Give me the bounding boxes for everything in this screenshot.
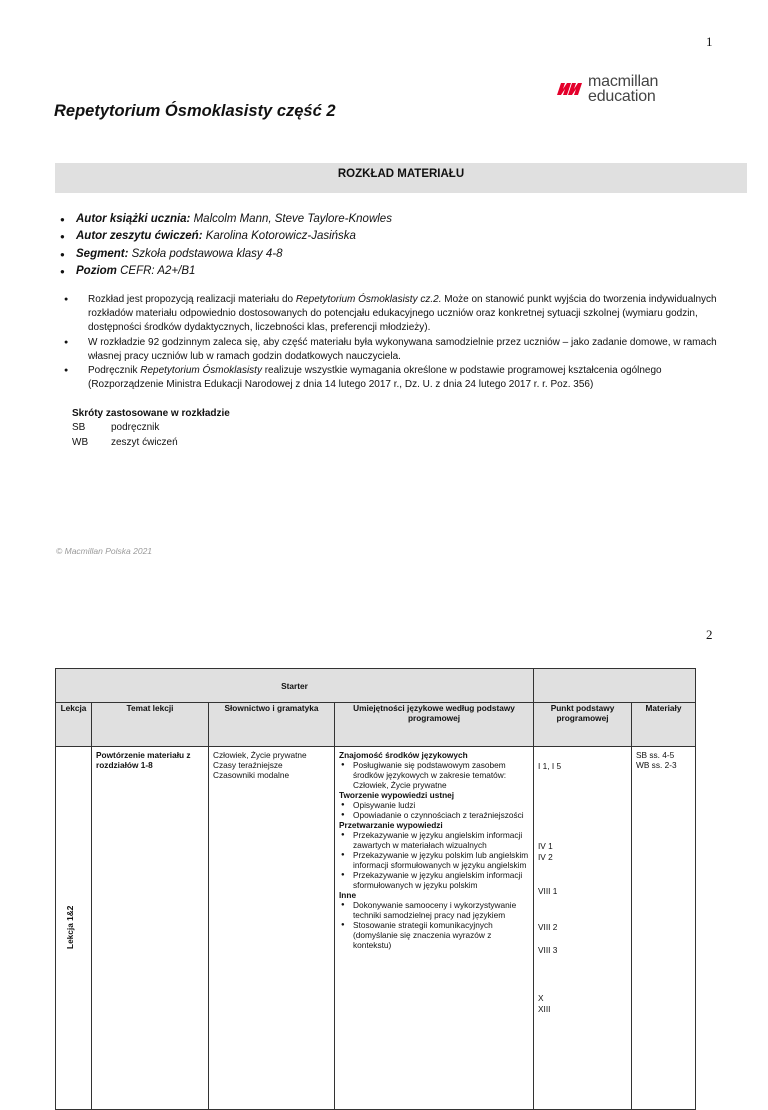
column-header: Materiały [632, 703, 696, 747]
point-label: IV 2 [538, 852, 553, 862]
info-item: ● Autor książki ucznia: Malcolm Mann, Steve Taylore-Knowles [58, 211, 718, 228]
lesson-cell [56, 747, 92, 1110]
column-header: Temat lekcji [92, 703, 209, 747]
note-item: ● Podręcznik Repetytorium Ósmoklasisty realizuje wszystkie wymagania określone w podstawie programowej kształcenia ogólnego (Rozporządzenie Ministra Edukacji Narodowej z dnia 14 lutego 2017 r., Dz. U. z dnia 24 lutego 2017 r. r. Poz. 356) [58, 364, 718, 392]
abbreviations-heading: Skróty zastosowane w rozkładzie [72, 408, 230, 419]
point-label: IV 1 [538, 841, 553, 851]
page-number: 1 [706, 34, 713, 49]
macmillan-logo [556, 71, 676, 111]
points-cell [534, 747, 632, 1110]
abbreviation-row: SB podręcznik [72, 422, 160, 433]
column-header: Umiejętności językowe według podstawy programowej [335, 703, 534, 747]
point-label: VIII 2 [538, 922, 558, 932]
notes-list [58, 293, 718, 392]
point-label: VIII 1 [538, 886, 558, 896]
copyright: © Macmillan Polska 2021 [56, 546, 153, 556]
document-title: Repetytorium Ósmoklasisty część 2 [54, 102, 336, 120]
info-item: ● Segment: Szkoła podstawowa klasy 4-8 [58, 246, 718, 263]
table-section-header: Starter [56, 669, 534, 703]
topic-cell: Powtórzenie materiału z rozdziałów 1-8 [92, 747, 209, 1110]
column-header: Lekcja [56, 703, 92, 747]
info-list [58, 211, 718, 280]
info-item: ● Autor zeszytu ćwiczeń: Karolina Kotorowicz-Jasińska [58, 228, 718, 245]
abbreviation-row: WB zeszyt ćwiczeń [72, 437, 178, 448]
lesson-table [55, 668, 696, 1110]
point-label: XIII [538, 1004, 551, 1014]
note-item: ● W rozkładzie 92 godzinnym zaleca się, aby część materiału była wykonywana samodzielnie przez uczniów – jako zadanie domowe, w ramach własnej pracy uczniów lub w ramach godzin dodatkowych nauczyciela. [58, 336, 718, 364]
macmillan-logo-icon [556, 79, 582, 97]
lesson-label: Lekcja 1&2 [65, 905, 75, 949]
logo-text-line2: education [588, 88, 656, 105]
point-label: I 1, I 5 [538, 761, 562, 771]
column-header: Słownictwo i gramatyka [209, 703, 335, 747]
note-item: ● Rozkład jest propozycją realizacji materiału do Repetytorium Ósmoklasisty cz.2. Może on stanowić punkt wyjścia do tworzenia indywidualnych rozkładów materiału odpowiednio dostosowanych do potencjału edukacyjnego uczniów oraz konkretnej sytuacji szkolnej (wymiaru godzin, dostępności środków dydaktycznych, liczebności klas, preferencji młodzieży). [58, 293, 718, 336]
skills-cell: Znajomość środków językowych ● Posługiwanie się podstawowym zasobem środków językowych w zakresie tematów: Człowiek, Życie prywatne Tworzenie wypowiedzi ustnej ● Opisywanie ludzi ● Opowiadanie o czynnościach z teraźniejszości Przetwarzanie wypowiedzi ● Przekazywanie w języku angielskim informacji zawartych w materiałach wizualnych ● Przekazywanie w języku polskim lub angielskim informacji sformułowanych w języku angielskim ● Przekazywanie w języku angielskim informacji sformułowanych w języku polskim Inne ● Dokonywanie samooceny i wykorzystywanie techniki samodzielnej pracy nad językiem ● Stosowanie strategii komunikacyjnych (domyślanie się znaczenia wyrazów z kontekstu) [335, 747, 534, 1110]
point-label: VIII 3 [538, 945, 558, 955]
page-number: 2 [706, 627, 713, 642]
materials-cell: SB ss. 4-5 WB ss. 2-3 [632, 747, 696, 1110]
info-item: ● Poziom CEFR: A2+/B1 [58, 263, 718, 280]
section-banner: ROZKŁAD MATERIAŁU [55, 163, 747, 193]
table-row [56, 747, 696, 1110]
column-header: Punkt podstawy programowej [534, 703, 632, 747]
vocab-cell: Człowiek, Życie prywatne Czasy teraźniejsze Czasowniki modalne [209, 747, 335, 1110]
point-label: X [538, 993, 544, 1003]
table-section-header-blank [534, 669, 696, 703]
logo-text-line1: macmillan [588, 73, 659, 90]
